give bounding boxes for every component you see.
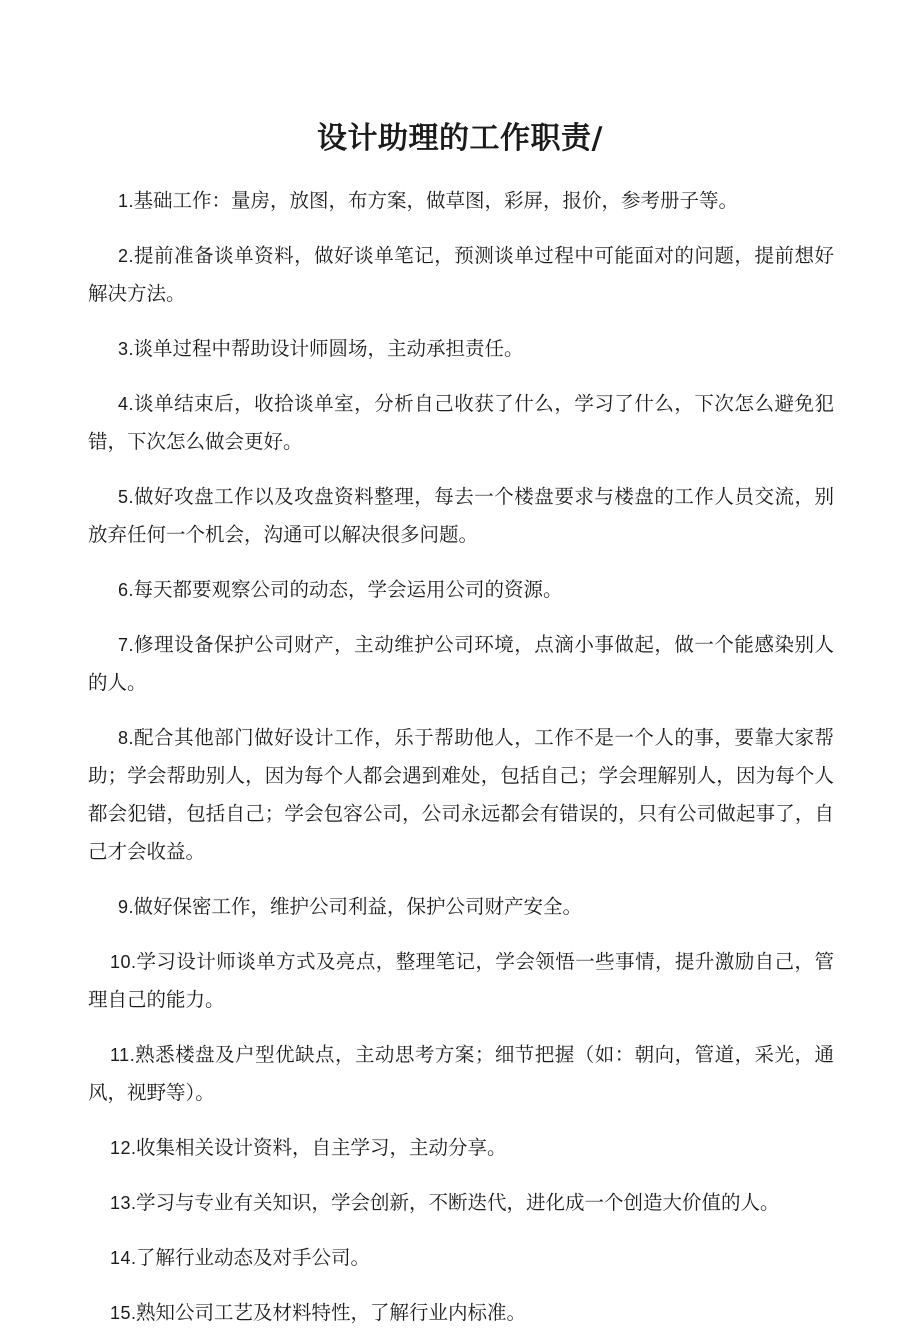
list-item	[88, 943, 834, 1019]
list-item-text: 谈单结束后，收拾谈单室，分析自己收获了什么，学习了什么，下次怎么避免犯错，下次怎么做会更好。	[88, 392, 834, 453]
list-item-separator: .	[128, 728, 134, 748]
list-item	[88, 888, 834, 926]
list-item-number: 12	[110, 1138, 132, 1158]
list-item-separator: .	[128, 394, 134, 414]
list-item-number: 11	[110, 1045, 130, 1065]
list-item	[88, 182, 834, 220]
list-item	[88, 626, 834, 702]
list-item-separator: .	[128, 897, 134, 917]
list-item-text: 学习设计师谈单方式及亮点，整理笔记，学会领悟一些事情，提升激励自己，管理自己的能力。	[88, 950, 834, 1011]
list-item-number: 8	[118, 728, 129, 748]
list-item-number: 5	[118, 487, 129, 507]
list-item-number: 10	[110, 952, 132, 972]
list-item-separator: .	[131, 1193, 137, 1213]
list-item	[88, 571, 834, 609]
list-item-separator: .	[131, 1138, 137, 1158]
list-item-separator: .	[129, 1045, 135, 1065]
list-item-text: 基础工作：量房，放图，布方案，做草图，彩屏，报价，参考册子等。	[133, 189, 739, 212]
list-item	[88, 330, 834, 368]
list-item-text: 修理设备保护公司财产，主动维护公司环境，点滴小事做起，做一个能感染别人的人。	[88, 633, 834, 694]
responsibility-list	[88, 182, 834, 1332]
list-item-number: 1	[118, 191, 129, 211]
list-item-text: 熟知公司工艺及材料特性，了解行业内标准。	[136, 1301, 527, 1324]
list-item-text: 了解行业动态及对手公司。	[136, 1246, 371, 1269]
list-item-text: 熟悉楼盘及户型优缺点，主动思考方案；细节把握（如：朝向，管道，采光，通风，视野等）。	[88, 1043, 834, 1104]
list-item-text: 提前准备谈单资料，做好谈单笔记，预测谈单过程中可能面对的问题，提前想好解决方法。	[88, 244, 834, 305]
list-item-number: 6	[118, 580, 129, 600]
list-item-number: 7	[118, 635, 129, 655]
list-item-text: 收集相关设计资料，自主学习，主动分享。	[136, 1136, 507, 1159]
list-item-number: 15	[110, 1303, 132, 1323]
list-item	[88, 385, 834, 461]
list-item	[88, 1294, 834, 1332]
list-item-number: 2	[118, 246, 129, 266]
list-item-text: 配合其他部门做好设计工作，乐于帮助他人，工作不是一个人的事，要靠大家帮助；学会帮助别人，因为每个人都会遇到难处，包括自己；学会理解别人，因为每个人都会犯错，包括自己；学会包容公司，公司永远都会有错误的，只有公司做起事了，自己才会收益。	[88, 726, 834, 863]
list-item	[88, 1036, 834, 1112]
list-item-separator: .	[128, 580, 134, 600]
list-item	[88, 719, 834, 871]
list-item-separator: .	[128, 246, 134, 266]
list-item-text: 做好攻盘工作以及攻盘资料整理，每去一个楼盘要求与楼盘的工作人员交流，别放弃任何一个机会，沟通可以解决很多问题。	[88, 485, 834, 546]
list-item-text: 做好保密工作，维护公司利益，保护公司财产安全。	[133, 895, 583, 918]
list-item-separator: .	[128, 339, 134, 359]
list-item	[88, 1239, 834, 1277]
list-item-separator: .	[131, 1248, 137, 1268]
list-item-separator: .	[131, 952, 137, 972]
list-item-text: 谈单过程中帮助设计师圆场，主动承担责任。	[133, 337, 524, 360]
list-item-number: 14	[110, 1248, 132, 1268]
list-item	[88, 237, 834, 313]
list-item-number: 9	[118, 897, 129, 917]
list-item-separator: .	[131, 1303, 137, 1323]
list-item-text: 学习与专业有关知识，学会创新，不断迭代，进化成一个创造大价值的人。	[136, 1191, 780, 1214]
list-item-number: 3	[118, 339, 129, 359]
list-item-separator: .	[128, 191, 134, 211]
list-item	[88, 478, 834, 554]
page-title: 设计助理的工作职责/	[317, 121, 603, 157]
list-item-separator: .	[128, 635, 134, 655]
list-item-number: 13	[110, 1193, 132, 1213]
list-item	[88, 1129, 834, 1167]
list-item-text: 每天都要观察公司的动态，学会运用公司的资源。	[133, 578, 563, 601]
list-item-number: 4	[118, 394, 129, 414]
list-item-separator: .	[128, 487, 134, 507]
list-item	[88, 1184, 834, 1222]
